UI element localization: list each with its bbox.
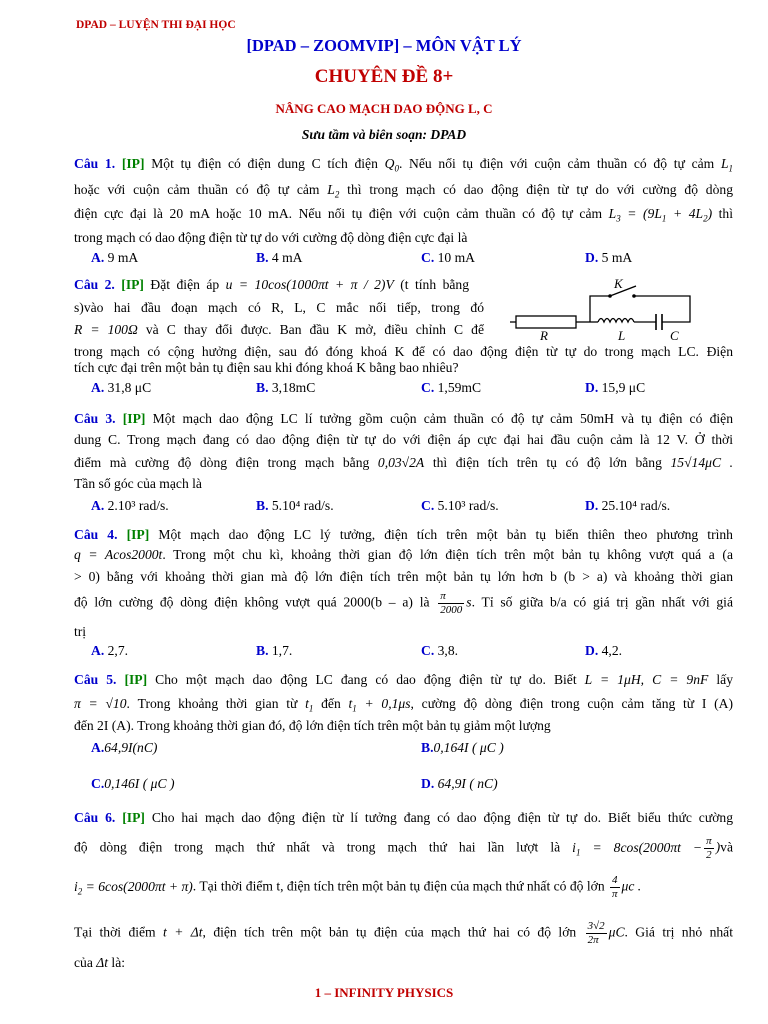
q5-option-c[interactable]: C.0,146I ( μC ) xyxy=(91,776,175,791)
q1-option-a[interactable]: A. 9 mA xyxy=(91,250,139,265)
q1-line-3: điện cực đại là 20 mA hoặc 10 mA. Nếu nối tụ điện với cuộn cảm thuần có độ tự cảm $L_3 = (9L_1 + 4L_2)$ thì xyxy=(74,206,734,224)
q1-number: Câu 1. xyxy=(74,156,116,171)
circuit-label-r: R xyxy=(540,328,548,340)
q3-number: Câu 3. xyxy=(74,411,116,426)
q6-line-5: của Δt là: xyxy=(74,955,126,970)
q1-line-2: hoặc với cuộn cảm thuần có độ tự cảm $L_2$ thì trong mạch có dao động điện từ tự do với cường độ dòng xyxy=(74,182,733,200)
doc-title: [DPAD – ZOOMVIP] – MÔN VẬT LÝ xyxy=(246,36,522,55)
q2-option-d[interactable]: D. 15,9 μC xyxy=(585,380,646,395)
rlc-circuit-diagram xyxy=(510,278,710,340)
q2-line-2: s)vào hai đầu đoạn mạch có R, L, C mắc nối tiếp, trong đó xyxy=(74,300,484,315)
page-header: DPAD – LUYỆN THI ĐẠI HỌC xyxy=(76,19,236,31)
q5-line-1: Câu 5. [IP] Cho một mạch dao động LC đang có dao động điện từ tự do. Biết L = 1μH, C = 9nF lấy xyxy=(74,672,733,687)
topic-subtitle: NÂNG CAO MẠCH DAO ĐỘNG L, C xyxy=(275,101,493,116)
q5-line-3: đến 2I (A). Trong khoảng thời gian đó, độ lớn điện tích trên một bản tụ giảm một lượng xyxy=(74,718,551,733)
q4-line-1: Câu 4. [IP] Một mạch dao động LC lý tưởng, điện tích trên một bản tụ biến thiên theo phương trình xyxy=(74,527,733,542)
q2-line-1: Câu 2. [IP] Đặt điện áp u = 10cos(1000πt + π / 2)V (t tính bằng xyxy=(74,277,469,292)
q2-ip-tag: [IP] xyxy=(121,277,144,292)
q6-line-3: $i_2 = 6\cos(2000\pi t + \pi)$. Tại thời điểm t, điện tích trên một bản tụ điện của mạch thứ nhất có độ lớn $\frac{4}{\pi}$ μc . xyxy=(74,874,642,900)
q4-ip-tag: [IP] xyxy=(126,527,150,542)
q3-option-c[interactable]: C. 5.10³ rad/s. xyxy=(421,498,499,513)
q3-option-a[interactable]: A. 2.10³ rad/s. xyxy=(91,498,169,513)
q1-line-4: trong mạch có dao động điện từ tự do với cường độ dòng điện cực đại là xyxy=(74,230,468,245)
q2-option-c[interactable]: C. 1,59mC xyxy=(421,380,482,395)
q3-option-b[interactable]: B. 5.10⁴ rad/s. xyxy=(256,498,334,513)
q4-option-c[interactable]: C. 3,8. xyxy=(421,643,459,658)
q4-option-a[interactable]: A. 2,7. xyxy=(91,643,129,658)
q2-option-a[interactable]: A. 31,8 μC xyxy=(91,380,152,395)
q4-line-4: độ lớn cường độ dòng điện không vượt quá 2000(b – a) là $\frac{\pi}{2000}$ s. Tỉ số giữa b/a có giá trị gần nhất với giá xyxy=(74,590,733,616)
q5-ip-tag: [IP] xyxy=(124,672,148,687)
q4-option-d[interactable]: D. 4,2. xyxy=(585,643,623,658)
topic-title: CHUYÊN ĐỀ 8+ xyxy=(314,66,454,87)
q2-number: Câu 2. xyxy=(74,277,115,292)
q6-number: Câu 6. xyxy=(74,810,116,825)
q1-option-d[interactable]: D. 5 mA xyxy=(585,250,633,265)
q4-line-5: trị xyxy=(74,624,87,639)
q5-line-2: π = √10. Trong khoảng thời gian từ $t_1$ đến $t_1 + 0,1\mu s$, cường độ dòng điện trong cuộn cảm tăng từ I (A) xyxy=(74,696,734,714)
q4-number: Câu 4. xyxy=(74,527,118,542)
q2-option-b[interactable]: B. 3,18mC xyxy=(256,380,316,395)
q4-line-3: > 0) bằng với khoảng thời gian mà độ lớn điện tích trên một bản tụ lớn hơn b (b > a) và khoảng thời gian xyxy=(74,569,733,584)
q1-option-c[interactable]: C. 10 mA xyxy=(421,250,475,265)
q1-ip-tag: [IP] xyxy=(121,156,145,171)
q3-line-4: Tần số góc của mạch là xyxy=(74,476,202,491)
circuit-label-k: K xyxy=(614,278,623,291)
q4-option-b[interactable]: B. 1,7. xyxy=(256,643,293,658)
q5-number: Câu 5. xyxy=(74,672,117,687)
q2-line-4: trong mạch có cộng hưởng điện, sau đó đóng khoá K để có dao động điện từ tự do trong mạch LC. Điện xyxy=(74,344,733,359)
circuit-label-l: L xyxy=(618,328,626,340)
q3-option-d[interactable]: D. 25.10⁴ rad/s. xyxy=(585,498,671,513)
q6-line-2: độ dòng điện trong mạch thứ nhất và trong mạch thứ hai lần lượt là $i_1 = 8\cos(2000\pi t$ − $\frac{\pi}{2}$ )và xyxy=(74,835,733,861)
q3-line-1: Câu 3. [IP] Một mạch dao động LC lí tưởng gồm cuộn cảm thuần có độ tự cảm 50mH và tụ điện có điện xyxy=(74,411,733,426)
q6-ip-tag: [IP] xyxy=(122,810,145,825)
q5-option-b[interactable]: B.0,164I ( μC ) xyxy=(421,740,504,755)
author-line: Sưu tầm và biên soạn: DPAD xyxy=(301,127,467,142)
q5-option-a[interactable]: A.64,9I(nC) xyxy=(91,740,158,755)
q3-line-3: điểm mà cường độ dòng điện trong mạch bằng 0,03√2A thì điện tích trên tụ có độ lớn bằng 15√14μC . xyxy=(74,455,733,470)
q6-line-4: Tại thời điểm t + Δt, điện tích trên một bản tụ điện của mạch thứ hai có độ lớn $\frac{3√2}{2\pi}$ μC. Giá trị nhỏ nhất xyxy=(74,920,733,946)
q1-option-b[interactable]: B. 4 mA xyxy=(256,250,303,265)
q3-line-2: dung C. Trong mạch đang có dao động điện từ tự do với điện áp cực đại hai đầu cuộn cảm là 12 V. Ở thời xyxy=(74,432,733,447)
page-footer: 1 – INFINITY PHYSICS xyxy=(314,985,454,1000)
q3-ip-tag: [IP] xyxy=(122,411,146,426)
circuit-label-c: C xyxy=(670,328,679,340)
q2-line-3: R = 100Ω và C thay đổi được. Ban đầu K mở, điều chỉnh C để xyxy=(74,322,484,337)
q4-line-2: q = Acos2000t. Trong một chu kì, khoảng thời gian độ lớn điện tích trên một bản tụ không vượt quá a (a xyxy=(74,547,733,562)
q6-line-1: Câu 6. [IP] Cho hai mạch dao động điện từ lí tưởng đang có dao động điện từ tự do. Biết biểu thức cường xyxy=(74,810,733,825)
q5-option-d[interactable]: D. 64,9I ( nC) xyxy=(421,776,498,791)
q1-line-1: Câu 1. [IP] Một tụ điện có điện dung C tích điện $Q_0$. Nếu nối tụ điện với cuộn cảm thuần có độ tự cảm $L_1$ xyxy=(74,156,733,174)
q2-line-5: tích cực đại trên một bản tụ điện sau khi đóng khoá K bằng bao nhiêu? xyxy=(74,360,459,375)
